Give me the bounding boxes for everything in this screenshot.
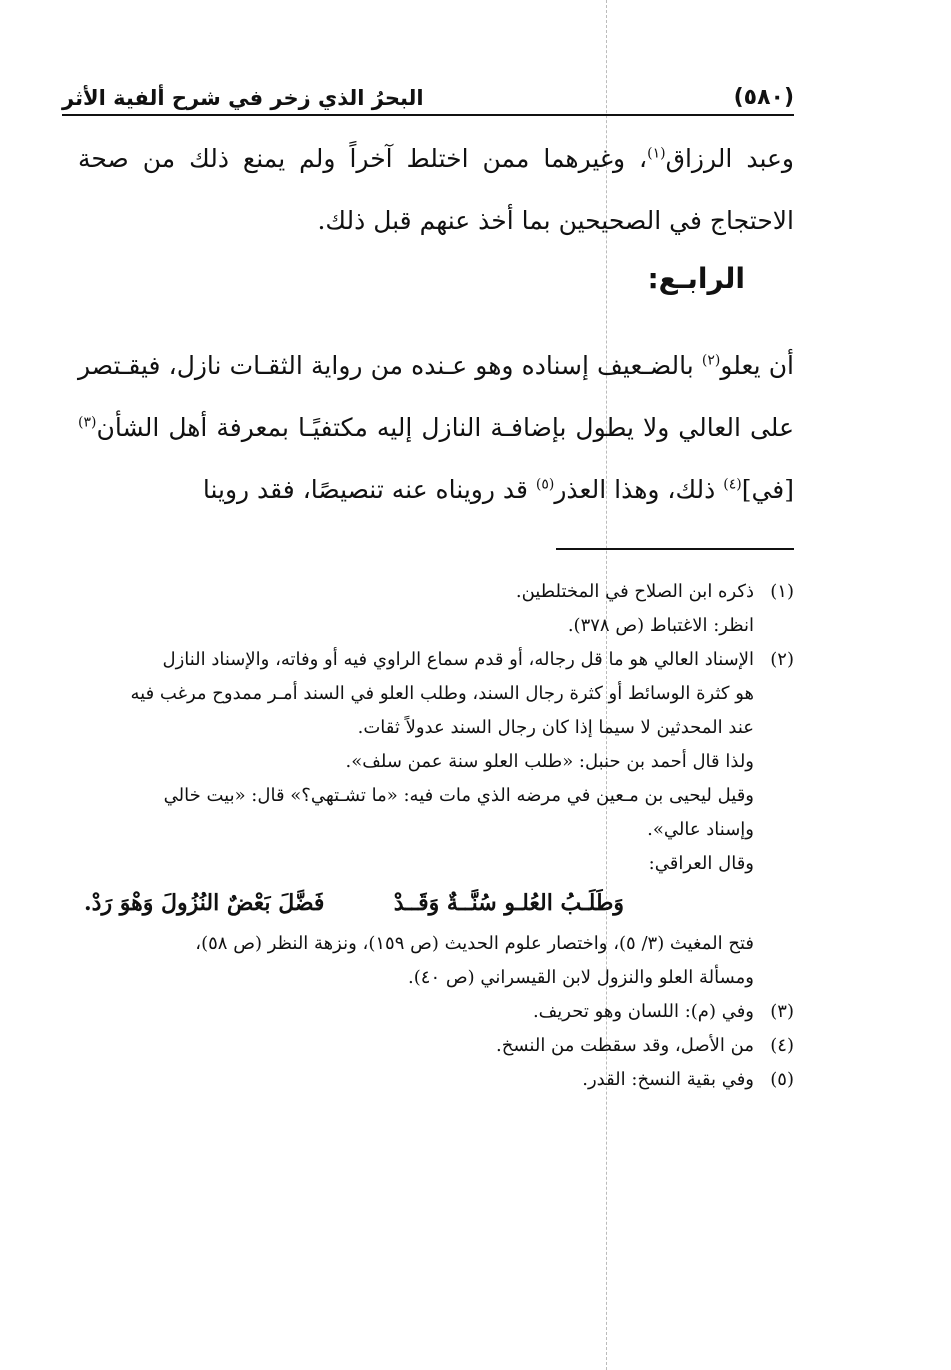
footnote-body: [78, 575, 754, 643]
footnote-ref-2: (٢): [701, 352, 721, 369]
footnotes: [78, 575, 794, 1097]
footnote-number: (٣): [770, 1001, 794, 1022]
page-header: [62, 70, 794, 116]
footnote-number: (٥): [770, 1069, 794, 1090]
main-paragraph-2: [78, 335, 794, 521]
footnote-line: وقال العراقي:: [648, 853, 754, 874]
poetry-verse: [84, 883, 624, 923]
footnote-1: [78, 575, 794, 643]
main-text-block-1: [78, 128, 794, 252]
footnote-line: هو كثرة الوسائط أو كثرة رجال السند، وطلب العلو في السند أمـر ممدوح مرغب فيه: [130, 683, 754, 704]
text-run: [في]: [741, 475, 794, 504]
text-run: أن يعلو: [720, 351, 794, 380]
footnote-text: وفي (م): اللسان وهو تحريف.: [532, 1001, 754, 1022]
footnote-separator: [556, 548, 794, 550]
footnote-ref-1: (١): [647, 145, 666, 162]
footnote-ref-5: (٥): [535, 476, 555, 493]
text-run: قد رويناه عنه تنصيصًا، فقد روينا: [202, 475, 536, 504]
footnote-text: من الأصل، وقد سقطت من النسخ.: [496, 1035, 754, 1056]
text-run: الشأن: [96, 413, 160, 442]
footnote-4: [78, 1029, 794, 1063]
footnote-line: انظر: الاغتباط (ص ٣٧٨).: [567, 615, 754, 636]
main-text-block-2: [78, 335, 794, 521]
footnote-ref-4: (٤): [723, 476, 742, 493]
footnote-2: [78, 643, 794, 881]
text-run: الاحتجاج في الصحيحين بما أخذ عنهم قبل ذلك.: [317, 206, 794, 235]
text-run: ، وغيرهما ممن اختلط آخراً ولم يمنع ذلك من صحة: [78, 144, 648, 173]
footnote-line: ومسألة العلو والنزول لابن القيسراني (ص ٤٠).: [408, 967, 754, 988]
footnote-text: وفي بقية النسخ: القدر.: [582, 1069, 754, 1090]
text-run: وعبد الرزاق: [665, 144, 794, 173]
footnote-line: فتح المغيث (٣/ ٥)، واختصار علوم الحديث (ص ١٥٩)، ونزهة النظر (ص ٥٨)،: [195, 933, 754, 954]
footnote-number: (١): [770, 581, 794, 602]
footnote-3: [78, 995, 794, 1029]
text-run: فيقـتصر على العالي ولا يطول بإضافـة النازل إليه مكتفيًـا بمعرفة أهل: [78, 351, 794, 442]
running-title: البحرُ الذي زخر في شرح ألفية الأثر: [62, 86, 424, 110]
footnote-body: [78, 643, 754, 881]
footnote-body: [78, 927, 754, 995]
footnote-line: وقيل ليحيى بن مـعين في مرضه الذي مات فيه: «ما تشـتهي؟» قال: «بيت خالي: [163, 785, 754, 806]
text-run: بالضـعيف إسناده وهو عـنده من رواية الثقـات نازل،: [168, 351, 702, 380]
text-run: ذلك، وهذا العذر: [554, 475, 724, 504]
footnote-line: ذكره ابن الصلاح في المختلطين.: [515, 581, 754, 602]
footnote-line: الإسناد العالي هو ما قل رجاله، أو قدم سماع الراوي فيه أو وفاته، والإسناد النازل: [162, 649, 754, 670]
verse-first-hemistich: وَطَلَـبُ العُلـو سُنَّــةٌ وَقَــدْ: [393, 890, 624, 916]
footnote-5: [78, 1063, 794, 1097]
footnote-line: عند المحدثين لا سيما إذا كان رجال السند عدولاً ثقات.: [357, 717, 754, 738]
main-paragraph-1: [78, 128, 794, 252]
footnote-line: وإسناد عالي».: [647, 819, 754, 840]
section-heading: الرابـع:: [647, 262, 745, 295]
footnote-line: ولذا قال أحمد بن حنبل: «طلب العلو سنة عمن سلف».: [345, 751, 754, 772]
footnote-number: (٢): [770, 649, 794, 670]
footnote-number: (٤): [770, 1035, 794, 1056]
verse-second-hemistich: فَضَّلَ بَعْضٌ النُزُولَ وَهْوَ رَدْ.: [84, 890, 325, 916]
footnote-ref-3: (٣): [78, 414, 97, 431]
page-number: (٥٨٠): [733, 85, 794, 110]
footnote-2-continued: [78, 927, 794, 995]
